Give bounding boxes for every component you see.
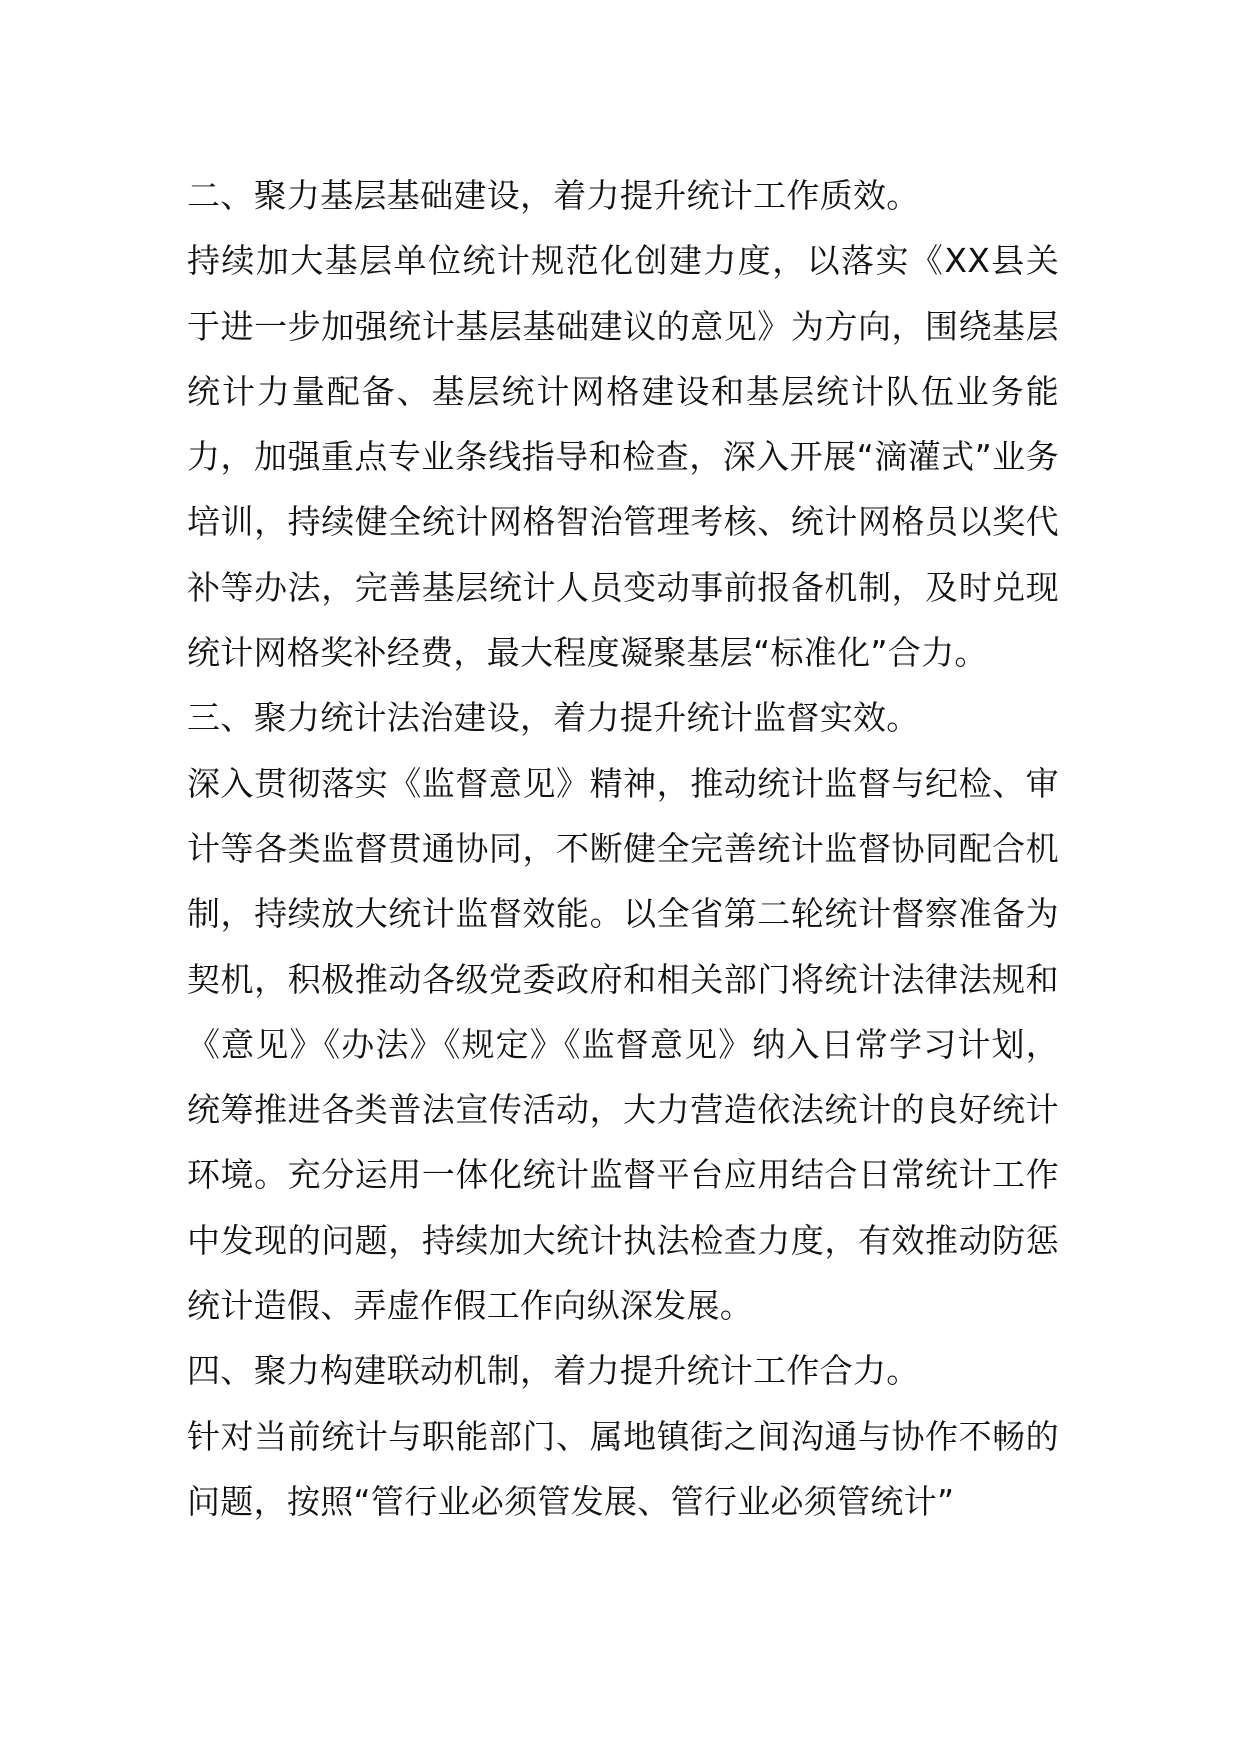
section-heading-4: 四、聚力构建联动机制，着力提升统计工作合力。: [187, 1351, 920, 1391]
section-paragraph-3: 深入贯彻落实《监督意见》精神，推动统计监督与纪检、审计等各类监督贯通协同，不断健全完善统计监督协同配合机制，持续放大统计监督效能。以全省第二轮统计督察准备为契机，积极推动各级党委政府和相关部门将统计法律法规和《意见》《办法》《规定》《监督意见》纳入日常学习计划，统筹推进各类普法宣传活动，大力营造依法统计的良好统计环境。充分运用一体化统计监督平台应用结合日常统计工作中发现的问题，持续加大统计执法检查力度，有效推动防惩统计造假、弄虚作假工作向纵深发展。: [187, 763, 1059, 1326]
section-paragraph-2: 持续加大基层单位统计规范化创建力度，以落实《XX县关于进一步加强统计基层基础建议的意见》为方向，围绕基层统计力量配备、基层统计网格建设和基层统计队伍业务能力，加强重点专业条线指导和检查，深入开展“滴灌式”业务培训，持续健全统计网格智治管理考核、统计网格员以奖代补等办法，完善基层统计人员变动事前报备机制，及时兑现统计网格奖补经费，最大程度凝聚基层“标准化”合力。: [187, 241, 1059, 673]
section-paragraph-4: 针对当前统计与职能部门、属地镇街之间沟通与协作不畅的问题，按照“管行业必须管发展、管行业必须管统计”: [187, 1416, 1059, 1521]
section-heading-3: 三、聚力统计法治建设，着力提升统计监督实效。: [187, 698, 920, 738]
section-heading-2: 二、聚力基层基础建设，着力提升统计工作质效。: [187, 176, 920, 215]
document-body: [187, 163, 1059, 1534]
